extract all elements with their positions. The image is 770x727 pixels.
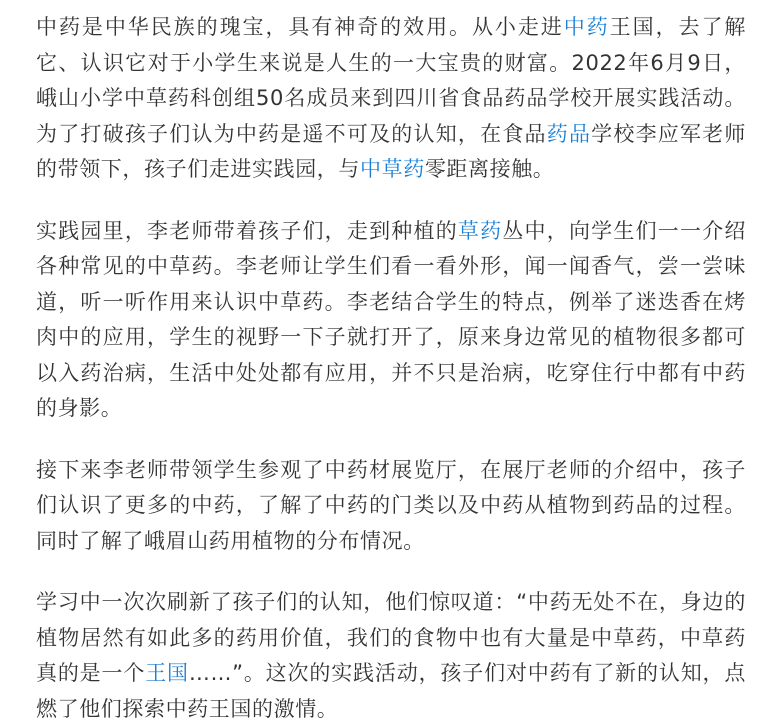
paragraph-text: ……”。这次的实践活动，孩子们对中药有了新的认知，点燃了他们探索中药王国的激情。 xyxy=(36,661,746,721)
paragraph-text: 接下来李老师带领学生参观了中药材展览厅，在展厅老师的介绍中，孩子们认识了更多的中药，了解了中药的门类以及中药从植物到药品的过程。同时了解了峨眉山药用植物的分布情况。 xyxy=(36,457,746,553)
article-paragraph xyxy=(36,10,746,188)
paragraph-text: 中药是中华民族的瑰宝，具有神奇的效用。从小走进 xyxy=(36,15,564,39)
keyword-link[interactable]: 中药 xyxy=(563,15,610,39)
paragraph-text: 实践园里，李老师带着孩子们，走到种植的 xyxy=(36,218,458,243)
paragraph-text: 丛中，向学生们一一介绍各种常见的中草药。李老师让学生们看一看外形，闻一闻香气，尝一尝味道，听一听作用来认识中草药。李老结合学生的特点，例举了迷迭香在烤肉中的应用，学生的视野一下子就打开了，原来身边常见的植物很多都可以入药治病，生活中处处都有应用，并不只是治病，吃穿住行中都有中药的身影。 xyxy=(36,218,747,420)
keyword-link[interactable]: 王国 xyxy=(145,661,189,685)
paragraph-text: 学校李应军老师的带领下，孩子们走进实践园，与 xyxy=(36,121,746,181)
keyword-link[interactable]: 中草药 xyxy=(360,157,425,181)
paragraph-text: 王国，去了解它、认识它对于小学生来说是人生的一大宝贵的财富。2022年6月9日，峨山小学中草药科创组50名成员来到四川省食品药品学校开展实践活动。为了打破孩子们认为中药是遥不可及的认知，在食品 xyxy=(36,15,747,146)
article-paragraph xyxy=(36,585,746,727)
paragraph-text: 零距离接触。 xyxy=(424,157,555,181)
article-paragraph xyxy=(36,453,746,560)
article-paragraph xyxy=(36,214,746,427)
keyword-link[interactable]: 药品 xyxy=(546,121,592,146)
keyword-link[interactable]: 草药 xyxy=(457,218,503,243)
paragraph-text: 学习中一次次刷新了孩子们的认知，他们惊叹道：“中药无处不在，身边的植物居然有如此多的药用价值，我们的食物中也有大量是中草药，中草药真的是一个 xyxy=(36,590,746,685)
